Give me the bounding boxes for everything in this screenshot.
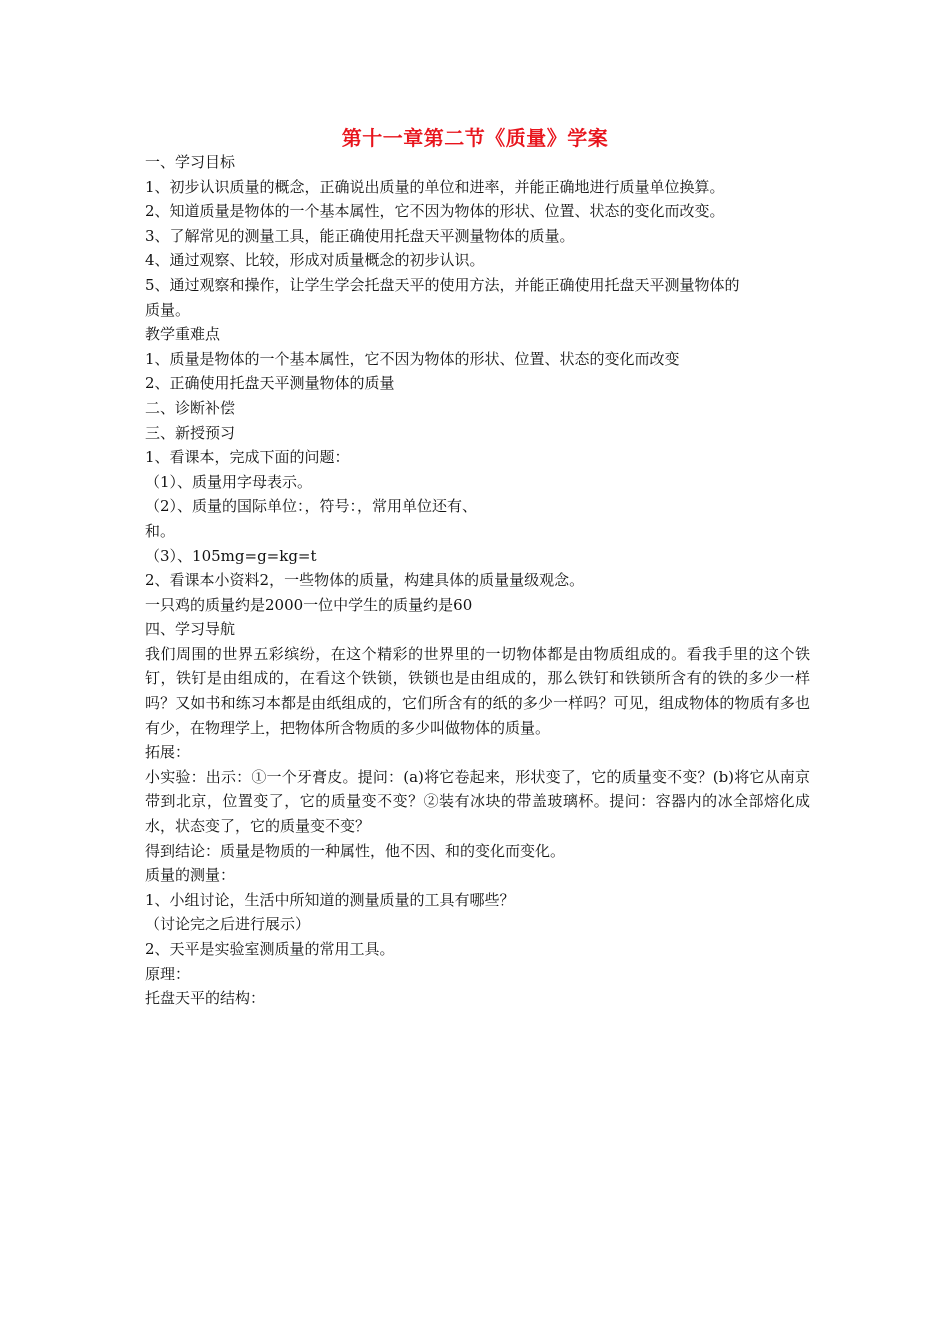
goal-item-3: 3、了解常见的测量工具，能正确使用托盘天平测量物体的质量。 — [145, 226, 575, 245]
section-heading-preview: 三、新授预习 — [145, 423, 236, 442]
mass-examples: 一只鸡的质量约是2000一位中学生的质量约是60 — [145, 595, 473, 614]
section-heading-learning-goals: 一、学习目标 — [145, 153, 236, 171]
discussion-task: 1、小组讨论，生活中所知道的测量质量的工具有哪些？ — [145, 890, 515, 909]
guide-paragraph: 我们周围的世界五彩缤纷，在这个精彩的世界里的一切物体都是由物质组成的。看我手里的这个铁钉，铁钉是由组成的，在看这个铁锁，铁锁也是由组成的，那么铁钉和铁锁所含有的铁的多少一样吗？又如书和练习本都是由纸组成的，它们所含有的纸的多少一样吗？可见，组成物体的物质有多也有少，在物理学上，把物体所含物质的多少叫做物体的质量。 — [145, 644, 810, 737]
preview-question-3: （3）、105mg=g=kg=t — [145, 546, 317, 565]
document-title: 第十一章第二节《质量》学案 — [341, 126, 609, 150]
goal-item-2: 2、知道质量是物体的一个基本属性，它不因为物体的形状、位置、状态的变化而改变。 — [145, 202, 725, 221]
principle-label: 原理： — [145, 964, 191, 983]
balance-statement: 2、天平是实验室测质量的常用工具。 — [145, 940, 395, 958]
experiment-paragraph: 小实验：出示：①一个牙膏皮。提问：(a)将它卷起来，形状变了，它的质量变不变？(b)将它从南京带到北京，位置变了，它的质量变不变？②装有冰块的带盖玻璃杯。提问：容器内的冰全部熔化成水，状态变了，它的质量变不变？ — [145, 767, 810, 836]
discussion-note: （讨论完之后进行展示） — [145, 915, 311, 934]
section-heading-diagnosis: 二、诊断补偿 — [145, 398, 236, 417]
preview-question-2: （2）、质量的国际单位：，符号：，常用单位还有、 — [145, 497, 478, 516]
goal-item-4: 4、通过观察、比较，形成对质量概念的初步认识。 — [145, 251, 485, 270]
conclusion-line: 得到结论：质量是物质的一种属性，他不因、和的变化而变化。 — [145, 841, 566, 860]
section-heading-key-points: 教学重难点 — [145, 325, 221, 344]
extend-label: 拓展： — [145, 743, 191, 762]
measurement-heading: 质量的测量： — [145, 866, 236, 885]
key-point-1: 1、质量是物体的一个基本属性，它不因为物体的形状、位置、状态的变化而改变 — [145, 349, 680, 368]
preview-task-1: 1、看课本，完成下面的问题： — [145, 448, 350, 467]
balance-structure-label: 托盘天平的结构： — [145, 989, 266, 1008]
key-point-2: 2、正确使用托盘天平测量物体的质量 — [145, 374, 395, 393]
preview-task-2: 2、看课本小资料2，一些物体的质量，构建具体的质量量级观念。 — [145, 571, 585, 590]
goal-item-5-continued: 质量。 — [145, 300, 191, 319]
preview-question-2-continued: 和。 — [145, 521, 176, 540]
preview-question-1: （1）、质量用字母表示。 — [145, 472, 313, 491]
goal-item-5: 5、通过观察和操作，让学生学会托盘天平的使用方法，并能正确使用托盘天平测量物体的 — [145, 275, 740, 294]
goal-item-1: 1、初步认识质量的概念，正确说出质量的单位和进率，并能正确地进行质量单位换算。 — [145, 177, 725, 196]
document-body — [145, 150, 810, 1011]
section-heading-guide: 四、学习导航 — [145, 620, 236, 639]
